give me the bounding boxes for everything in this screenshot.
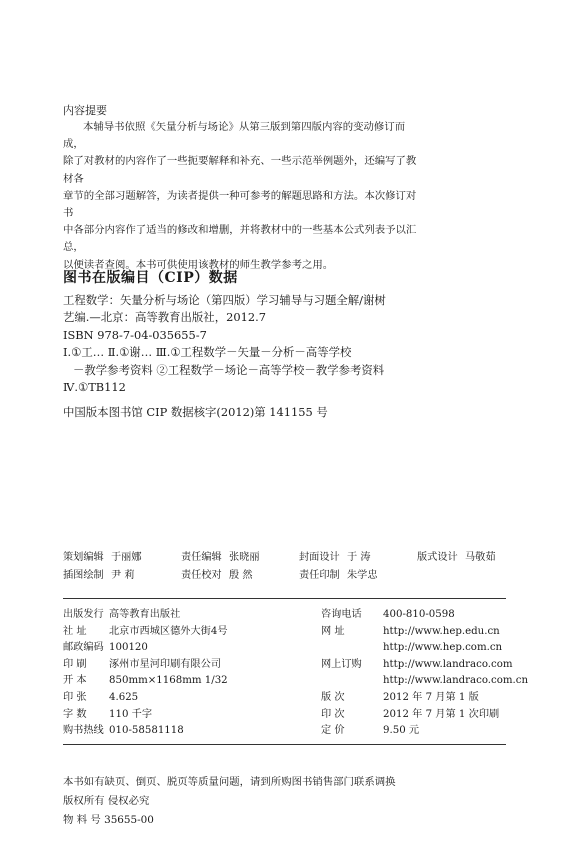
cip-line: －教学参考资料 ②工程数学－场论－高等学校－教学参考资料 [73, 362, 385, 377]
pub-value: 400-810-0598 [383, 609, 455, 620]
pub-value: http://www.hep.edu.cn [383, 625, 500, 637]
cip-line: Ⅳ.①TB112 [63, 380, 126, 395]
publication-right [321, 607, 528, 740]
cip-number: 中国版本图书馆 CIP 数据核字(2012)第 141155 号 [63, 405, 328, 419]
legal-notes [63, 773, 396, 830]
pub-value: 110 千字 [109, 708, 153, 720]
cip-isbn: ISBN 978-7-04-035655-7 [63, 327, 207, 342]
summary-heading: 内容提要 [63, 104, 107, 117]
pub-key: 邮政编码 [63, 642, 104, 654]
pub-key [321, 673, 383, 690]
pub-value: 010-58581118 [109, 725, 184, 737]
summary-text [63, 119, 423, 274]
pub-value: 2012 年 7 月第 1 次印刷 [383, 708, 500, 720]
pub-key: 字 数 [63, 708, 87, 720]
staff-name: 尹 莉 [111, 570, 135, 581]
pub-value: 9.50 元 [383, 725, 420, 737]
summary-line: 本辅导书依照《矢量分析与场论》从第三版到第四版内容的变动修订而成， [63, 121, 406, 151]
pub-key: 购书热线 [63, 725, 104, 737]
staff-label: 策划编辑 [63, 552, 104, 563]
staff-name: 于 涛 [347, 552, 371, 563]
pub-value: 高等教育出版社 [109, 609, 181, 620]
cip-line: 艺编.—北京：高等教育出版社，2012.7 [63, 310, 266, 325]
cip-record [63, 292, 386, 396]
publication-left [63, 607, 309, 740]
pub-key: 版 次 [321, 691, 345, 703]
staff-label: 责任印制 [299, 570, 340, 581]
pub-key: 社 址 [63, 625, 87, 637]
staff-row [63, 567, 509, 585]
summary-line: 中各部分内容作了适当的修改和增删，并将教材中的一些基本公式列表予以汇总， [63, 224, 417, 254]
pub-value: http://www.landraco.com.cn [383, 675, 529, 687]
staff-row [63, 549, 509, 567]
staff-label: 责任编辑 [181, 552, 222, 563]
staff-name: 马敬茹 [465, 552, 496, 563]
summary-line: 章节的全部习题解答，为读者提供一种可参考的解题思路和方法。本次修订对书 [63, 189, 417, 220]
staff-name: 殷 然 [229, 570, 253, 581]
pub-key: 网 址 [321, 625, 345, 637]
cip-title: 图书在版编目（CIP）数据 [63, 270, 238, 286]
staff-label: 责任校对 [181, 570, 222, 581]
cip-line: 工程数学：矢量分析与场论（第四版）学习辅导与习题全解/谢树 [63, 293, 386, 307]
pub-key: 出版发行 [63, 609, 104, 620]
pub-value: 4.625 [109, 691, 139, 703]
staff-name: 于丽娜 [111, 552, 142, 563]
pub-key: 开 本 [63, 675, 87, 687]
divider-bottom [63, 744, 506, 745]
staff-label: 插图绘制 [63, 570, 104, 581]
note-line: 本书如有缺页、倒页、脱页等质量问题，请到所购图书销售部门联系调换 [63, 776, 396, 788]
pub-value: http://www.hep.com.cn [383, 642, 503, 654]
pub-key: 印 张 [63, 691, 87, 703]
publication-info [63, 607, 528, 740]
pub-key: 印 刷 [63, 658, 87, 670]
summary-line: 除了对教材的内容作了一些扼要解释和补充、一些示范举例题外，还编写了教材各 [63, 155, 417, 185]
staff-credits [63, 549, 509, 585]
pub-key: 印 次 [321, 708, 345, 720]
pub-value: 100120 [109, 642, 148, 654]
note-line: 版权所有 侵权必究 [63, 795, 150, 807]
pub-value: 850mm×1168mm 1/32 [109, 675, 228, 687]
summary-line: 以便读者查阅。本书可供使用该教材的师生教学参考之用。 [63, 258, 334, 271]
note-line: 物 料 号 35655-00 [63, 814, 154, 826]
staff-name: 张晓丽 [229, 552, 260, 563]
pub-value: 涿州市星河印刷有限公司 [109, 658, 222, 670]
staff-label: 版式设计 [417, 552, 458, 563]
pub-key: 定 价 [321, 725, 345, 737]
divider-top [63, 598, 506, 599]
pub-value: 北京市西城区德外大街4号 [109, 625, 228, 637]
staff-label: 封面设计 [299, 552, 340, 563]
pub-key [321, 640, 383, 657]
pub-value: http://www.landraco.com [383, 658, 513, 670]
staff-name: 朱学忠 [347, 570, 378, 581]
pub-key: 咨询电话 [321, 609, 362, 620]
cip-line: Ⅰ.①工… Ⅱ.①谢… Ⅲ.①工程数学－矢量－分析－高等学校 [63, 345, 352, 360]
pub-key: 网上订购 [321, 658, 362, 670]
pub-value: 2012 年 7 月第 1 版 [383, 691, 479, 703]
